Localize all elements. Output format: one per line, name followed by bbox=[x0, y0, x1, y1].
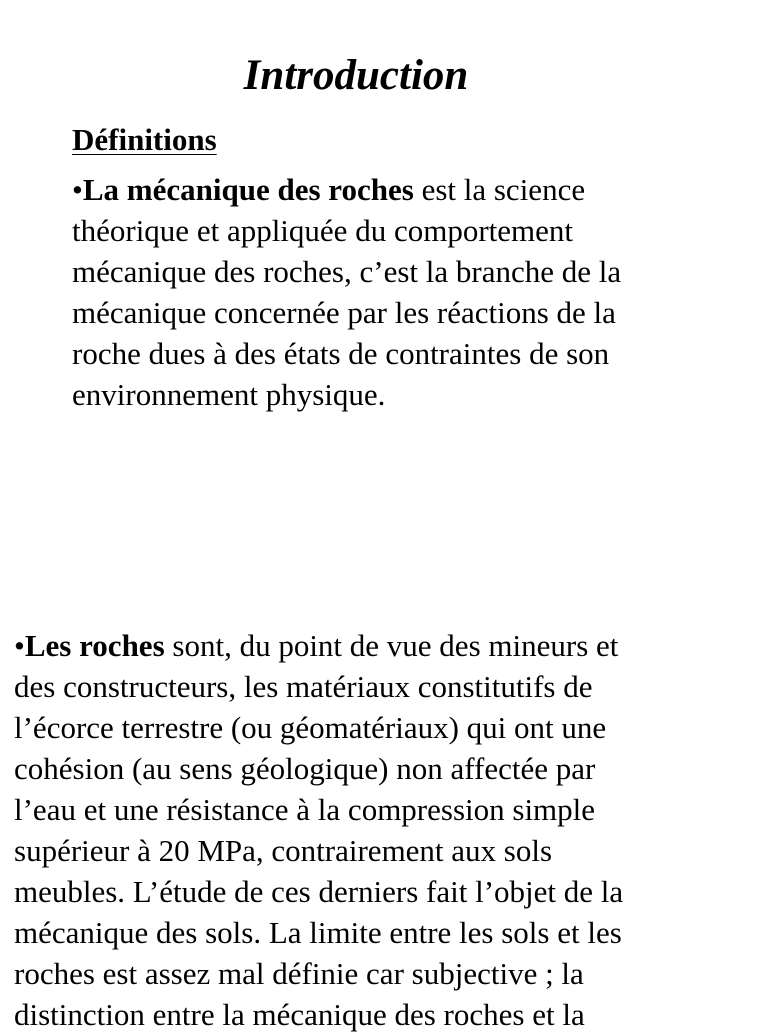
paragraph-line: roches est assez mal définie car subjective ; la bbox=[14, 956, 584, 991]
section-heading-definitions: Définitions bbox=[72, 122, 217, 157]
defined-term: Les roches bbox=[24, 628, 165, 663]
paragraph-line: environnement physique. bbox=[72, 377, 386, 412]
paragraph-line: supérieur à 20 MPa, contrairement aux sols bbox=[14, 833, 553, 868]
paragraph-line bbox=[14, 625, 714, 666]
bullet: • bbox=[14, 628, 25, 663]
paragraph-line: l’eau et une résistance à la compression simple bbox=[14, 792, 596, 827]
paragraph-text: sont, du point de vue des mineurs et bbox=[164, 628, 619, 663]
paragraph-line: mécanique concernée par les réactions de la bbox=[72, 295, 616, 330]
paragraph-line: mécanique des sols. La limite entre les sols et les bbox=[14, 915, 622, 950]
bullet: • bbox=[72, 172, 83, 207]
paragraph-line bbox=[72, 169, 732, 210]
paragraph-line: mécanique des roches, c’est la branche de la bbox=[72, 254, 622, 289]
paragraph-line: distinction entre la mécanique des roches et la bbox=[14, 997, 585, 1032]
paragraph-text: est la science bbox=[413, 172, 586, 207]
paragraph-line: meubles. L’étude de ces derniers fait l’objet de la bbox=[14, 874, 624, 909]
paragraph-line: l’écorce terrestre (ou géomatériaux) qui ont une bbox=[14, 710, 607, 745]
definition-paragraph-rocks bbox=[14, 625, 714, 1035]
paragraph-line: théorique et appliquée du comportement bbox=[72, 213, 573, 248]
paragraph-line: roche dues à des états de contraintes de son bbox=[72, 336, 610, 371]
page-title: Introduction bbox=[243, 52, 469, 99]
paragraph-line: cohésion (au sens géologique) non affectée par bbox=[14, 751, 596, 786]
paragraph-line: des constructeurs, les matériaux constitutifs de bbox=[14, 669, 593, 704]
defined-term: La mécanique des roches bbox=[82, 172, 414, 207]
definition-paragraph-rock-mechanics bbox=[72, 169, 732, 415]
